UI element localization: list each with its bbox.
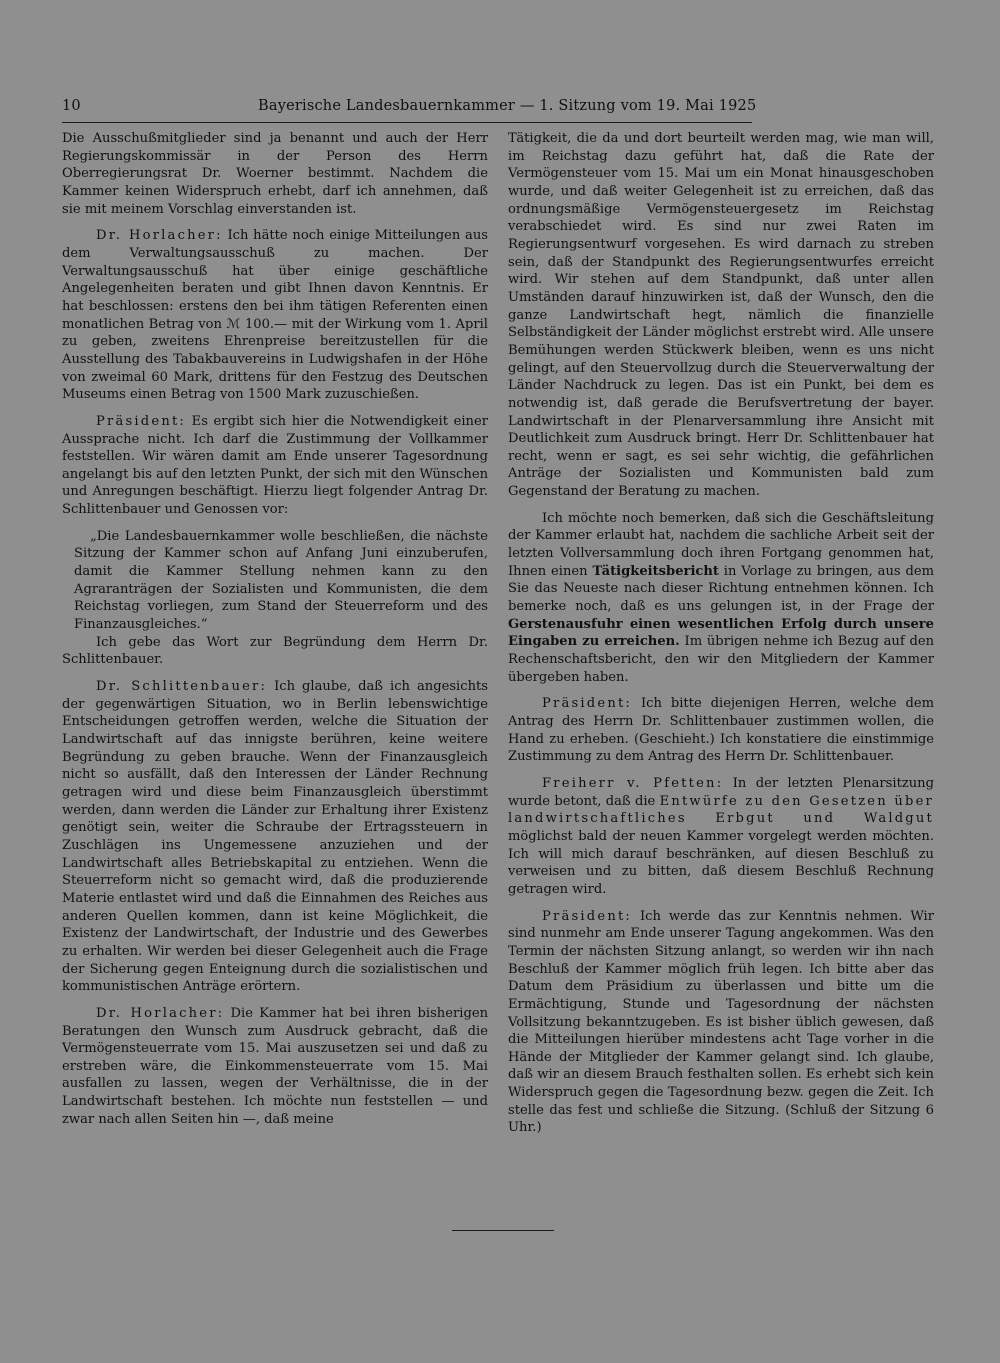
speaker-name: Freiherr v. Pfetten: xyxy=(542,775,724,791)
paragraph xyxy=(62,1005,488,1129)
paragraph: Tätigkeit, die da und dort beurteilt werden mag, wie man will, im Reichstag dazu geführt hat, daß die Rate der Vermögensteuer vom 15. Mai um ein Monat hinausgeschoben wurde, und daß weiter Gelegenheit ist zu erreichen, daß das ordnungsmäßige Vermögensteuergesetz im Reichstag verabschiedet wird. Es sind nur zwei Raten im Regierungsentwurf vorgesehen. Es wird darnach zu streben sein, daß der Standpunkt des Regierungsentwurfes erreicht wird. Wir stehen auf dem Standpunkt, daß unter allen Umständen darauf hinzuwirken ist, daß der Wunsch, den die ganze Landwirtschaft hegt, nämlich die finanzielle Selbständigkeit der Länder möglichst erstrebt wird. Alle unsere Bemühungen werden Stückwerk bleiben, wenn es uns nicht gelingt, auf den Steuervollzug durch die Steuerverwaltung der Länder Nachdruck zu legen. Das ist ein Punkt, bei dem es notwendig ist, daß gerade die Berufsvertretung der bayer. Landwirtschaft in der Plenarversammlung ihre Ansicht mit Deutlichkeit zum Ausdruck bringt. Herr Dr. Schlittenbauer hat recht, wenn er sagt, es sei sehr wichtig, die gefährlichen Anträge der Sozialisten und Kommunisten bald zum Gegenstand der Beratung zu machen. xyxy=(508,131,935,500)
running-head: Bayerische Landesbauernkammer — 1. Sitzung vom 19. Mai 1925 xyxy=(258,98,757,114)
paragraph-text: Ich möchte noch bemerken, daß sich die Geschäftsleitung der Kammer erlaubt hat, nachdem die sachliche Arbeit seit der letzten Vollversammlung doch ihren Fortgang genommen hat, Ihnen einen xyxy=(508,510,934,579)
paragraph xyxy=(62,678,488,996)
paragraph xyxy=(508,908,934,1138)
paragraph xyxy=(508,695,934,766)
end-rule xyxy=(452,1230,554,1231)
emphasis-text: Gerstenausfuhr einen wesentlichen Erfolg durch unsere Eingaben zu erreichen. xyxy=(508,616,934,650)
header-rule xyxy=(62,122,752,123)
paragraph xyxy=(508,775,934,899)
speaker-name: Dr. Horlacher: xyxy=(96,1005,225,1021)
page-header xyxy=(62,98,757,120)
paragraph xyxy=(508,510,934,687)
paragraph-text: in Vorlage zu bringen, aus dem Sie das Neueste nach dieser Richtung entnehmen können. Ich bemerke noch, daß es uns gelungen ist, in der Frage der xyxy=(508,563,934,615)
speaker-name: Dr. Horlacher: xyxy=(96,228,223,244)
right-column xyxy=(508,130,934,1137)
paragraph-text: Ich glaube, daß ich angesichts der gegenwärtigen Situation, wo in Berlin lebenswichtige Entscheidungen getroffen werden, welche die Situation der Landwirtschaft auf das innigste berühren, keine weitere Begründung zu geben brauche. Wenn der Finanzausgleich nicht so ausfällt, daß den Interessen der Länder Rechnung getragen wird und diese beim Finanzausgleich überstimmt werden, dann werden die Länder zur Erhaltung ihrer Existenz genötigt sein, weiter die Schraube der Ertragssteuern in Zuschlägen ins Ungemessene anzuziehen und der Landwirtschaft alles Betriebskapital zu entziehen. Wenn die Steuerreform nicht so gemacht wird, daß die produzierende Materie entlastet wird und daß die Einnahmen des Reiches aus anderen Quellen kommen, dann ist keine Möglichkeit, die Existenz der Landwirtschaft, der Industrie und des Gewerbes zu erhalten. Wir werden bei dieser Gelegenheit auch die Frage der Sicherung gegen Enteignung durch die sozialistischen und kommunistischen Anträge erörtern. xyxy=(62,679,488,995)
paragraph-text: Ich werde das zur Kenntnis nehmen. Wir sind nunmehr am Ende unserer Tagung angekommen. Was den Termin der nächsten Sitzung anlangt, so werden wir ihn nach Beschluß der Kammer möglich früh legen. Ich bitte aber das Datum dem Präsidium zu überlassen und bitte um die Ermächtigung, Stunde und Tagesordnung der nächsten Vollsitzung bekanntzugeben. Es ist bisher üblich gewesen, daß die Mitteilungen hierüber mindestens acht Tage vorher in die Hände der Mitglieder der Kammer gelangt sind. Ich glaube, daß wir an diesem Brauch festhalten sollen. Es erhebt sich kein Widerspruch gegen die Tagesordnung bezw. gegen die Zeit. Ich stelle das fest und schließe die Sitzung. (Schluß der Sitzung 6 Uhr.) xyxy=(508,908,934,1136)
paragraph-text: In der letzten Plenarsitzung wurde betont, daß die xyxy=(508,775,934,809)
paragraph xyxy=(62,227,488,404)
paragraph-text: Es ergibt sich hier die Notwendigkeit einer Aussprache nicht. Ich darf die Zustimmung der Vollkammer feststellen. Wir wären damit am Ende unserer Tagesordnung angelangt bis auf den letzten Punkt, der sich mit den Wünschen und Anregungen beschäftigt. Hierzu liegt folgender Antrag Dr. Schlittenbauer und Genossen vor: xyxy=(62,413,488,518)
speaker-name: Präsident: xyxy=(96,413,187,429)
left-column xyxy=(62,130,488,1128)
motion-quote: „Die Landesbauernkammer wolle beschließen, die nächste Sitzung der Kammer schon auf Anfang Juni einzuberufen, damit die Kammer Stellung nehmen kann zu den Agraranträgen der Sozialisten und Kommunisten, die dem Reichstag vorliegen, zum Stand der Steuerreform und des Finanzausgleiches.“ xyxy=(74,528,488,633)
paragraph-text: Ich hätte noch einige Mitteilungen aus dem Verwaltungsausschuß zu machen. Der Verwaltungsausschuß hat über einige geschäftliche Angelegenheiten beraten und gibt Ihnen davon Kenntnis. Er hat beschlossen: erstens den bei ihm tätigen Referenten einen monatlichen Betrag von ℳ 100.— mit der Wirkung vom 1. April zu geben, zweitens Ehrenpreise bereitzustellen für die Ausstellung des Tabakbauvereins in Ludwigshafen in der Höhe von zweimal 60 Mark, drittens für den Festzug des Deutschen Museums einen Betrag von 1500 Mark zuzuschießen. xyxy=(62,228,489,403)
paragraph: Ich gebe das Wort zur Begründung dem Herrn Dr. Schlittenbauer. xyxy=(62,634,488,668)
paragraph-text: Im übrigen nehme ich Bezug auf den Rechenschaftsbericht, den wir den Mitgliedern der Kammer übergeben haben. xyxy=(508,634,935,685)
paragraph-text: möglichst bald der neuen Kammer vorgelegt werden möchten. Ich will mich darauf beschränken, auf diesen Beschluß zu verweisen und zu bitten, daß diesem Beschluß Rechnung getragen wird. xyxy=(508,828,934,897)
page-number: 10 xyxy=(62,98,81,114)
paragraph-text: Ich bitte diejenigen Herren, welche dem Antrag des Herrn Dr. Schlittenbauer zustimmen wollen, die Hand zu erheben. (Geschieht.) Ich konstatiere die einstimmige Zustimmung zu dem Antrag des Herrn Dr. Schlittenbauer. xyxy=(508,696,934,765)
speaker-name: Präsident: xyxy=(542,696,633,712)
emphasis-text: Entwürfe zu den Gesetzen über landwirtschaftliches Erbgut und Waldgut xyxy=(508,793,934,827)
speaker-name: Dr. Schlittenbauer: xyxy=(96,679,268,695)
emphasis-text: Tätigkeitsbericht xyxy=(592,563,719,579)
paragraph: Die Ausschußmitglieder sind ja benannt und auch der Herr Regierungskommissär in der Person des Herrn Oberregierungsrat Dr. Woerner bestimmt. Nachdem die Kammer keinen Widerspruch erhebt, darf ich annehmen, daß sie mit meinem Vorschlag einverstanden ist. xyxy=(62,131,488,217)
speaker-name: Präsident: xyxy=(542,908,633,924)
paragraph-text: Die Kammer hat bei ihren bisherigen Beratungen den Wunsch zum Ausdruck gebracht, daß die Vermögensteuerrate vom 15. Mai auszusetzen sei und daß zu erstreben wäre, die Einkommensteuerrate vom 15. Mai ausfallen zu lassen, wegen der Verhältnisse, die in der Landwirtschaft bestehen. Ich möchte nun feststellen — und zwar nach allen Seiten hin —, daß meine xyxy=(62,1005,489,1127)
paragraph xyxy=(62,413,488,519)
